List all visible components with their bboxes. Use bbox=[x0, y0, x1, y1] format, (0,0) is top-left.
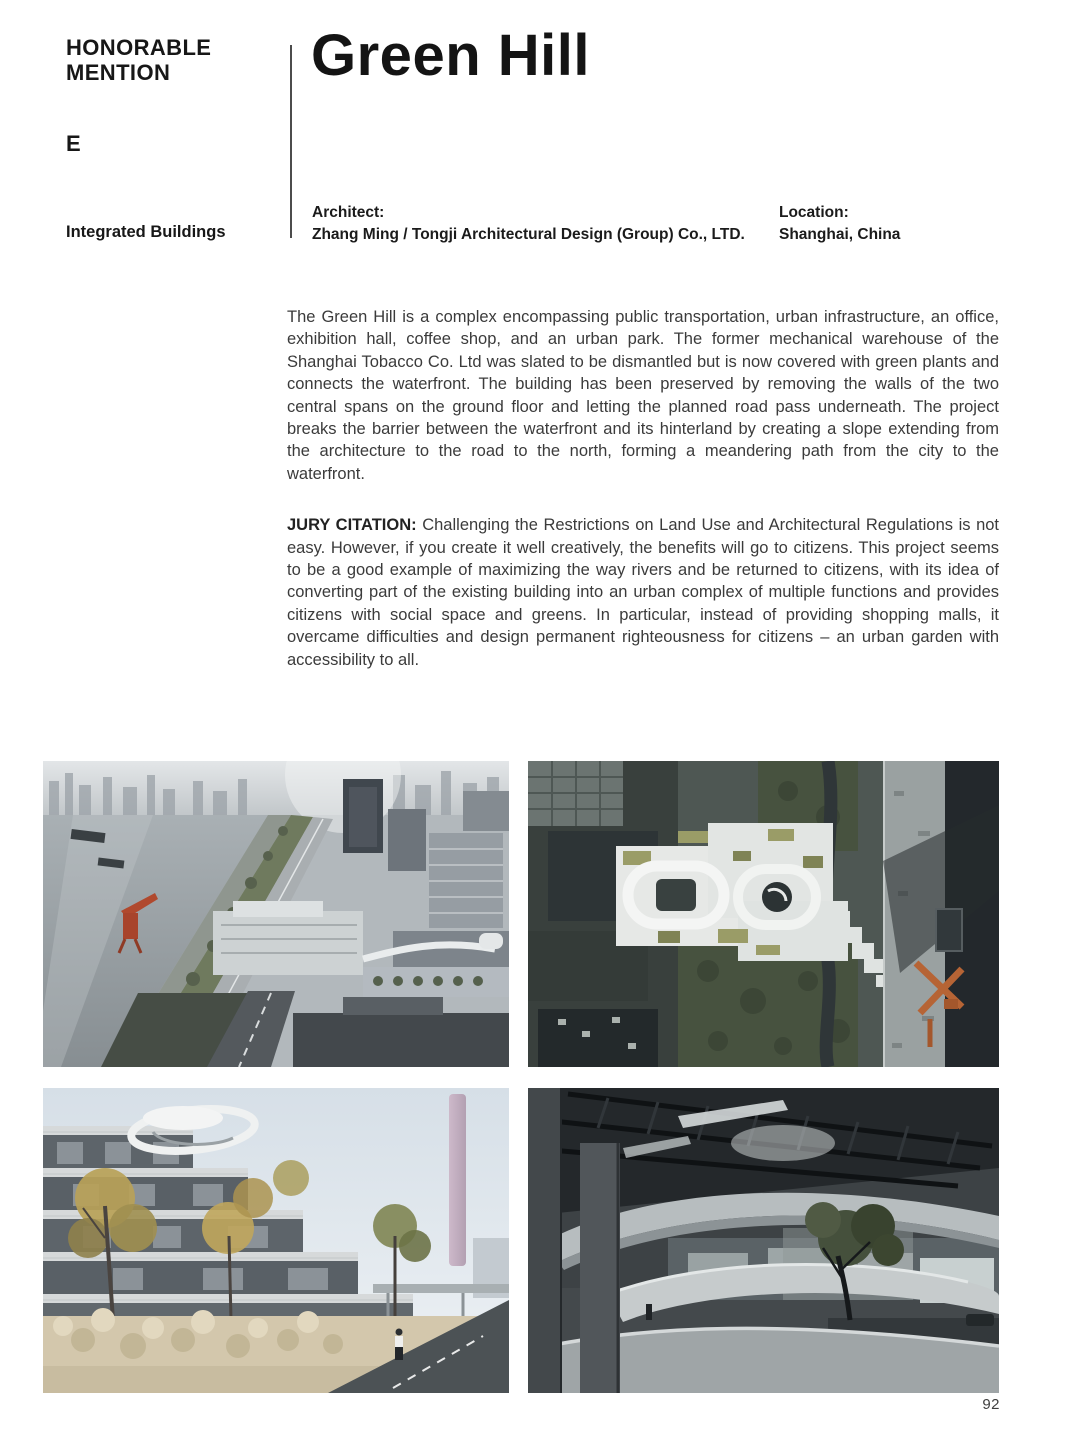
jogger-figure bbox=[395, 1329, 403, 1361]
photo-aerial-waterfront bbox=[43, 761, 509, 1067]
architect-block bbox=[312, 202, 772, 246]
jury-citation-text: Challenging the Restrictions on Land Use and Architectural Regulations is not easy. However, if you create it well creatively, the benefits will go to citizens. This project seems to be a good example of maximizing the way rivers and be returned to citizens, with its idea of converting part of the existing building into an urban complex of multiple functions and provides citizens with social space and greens. In particular, instead of providing shopping malls, it overcame difficulties and design permanent righteousness for citizens – an urban garden with accessibility to all. bbox=[287, 516, 1000, 669]
page-number: 92 bbox=[982, 1396, 1000, 1413]
photo-spiral-ramp bbox=[528, 1088, 999, 1393]
project-description: The Green Hill is a complex encompassing public transportation, urban infrastructure, an office, exhibition hall, coffee shop, and an urban park. The former mechanical warehouse of the Shanghai Tobacco Co. Ltd was slated to be dismantled but is now covered with green plants and connects the waterfront. The building has been preserved by removing the walls of the two central spans on the ground floor and letting the planned road pass underneath. The project breaks the barrier between the waterfront and its hinterland by creating a slope extending from the architecture to the road to the north, forming a meandering path from the city to the waterfront. bbox=[287, 308, 999, 483]
vertical-divider bbox=[290, 45, 292, 238]
jury-citation-label: JURY CITATION: bbox=[287, 516, 417, 535]
jury-citation bbox=[287, 514, 999, 671]
architect-value: Zhang Ming / Tongji Architectural Design (Group) Co., LTD. bbox=[312, 226, 745, 243]
award-line-1: HONORABLE bbox=[66, 35, 212, 60]
body-column bbox=[287, 306, 999, 671]
page-title: Green Hill bbox=[311, 23, 590, 88]
section-letter: E bbox=[66, 131, 81, 156]
award-line-2: MENTION bbox=[66, 59, 171, 85]
location-label: Location: bbox=[779, 204, 849, 221]
location-block bbox=[779, 202, 1019, 246]
street-terraces-illustration bbox=[43, 1088, 509, 1393]
category-label: Integrated Buildings bbox=[66, 223, 226, 241]
spiral-ramp-illustration bbox=[528, 1088, 999, 1393]
aerial-waterfront-illustration bbox=[43, 761, 509, 1067]
location-value: Shanghai, China bbox=[779, 226, 901, 243]
topdown-roof-illustration bbox=[528, 761, 999, 1067]
award-heading bbox=[66, 36, 211, 85]
photo-topdown-roof bbox=[528, 761, 999, 1067]
photo-street-terraces bbox=[43, 1088, 509, 1393]
architect-label: Architect: bbox=[312, 204, 385, 221]
photo-grid bbox=[43, 761, 999, 1393]
